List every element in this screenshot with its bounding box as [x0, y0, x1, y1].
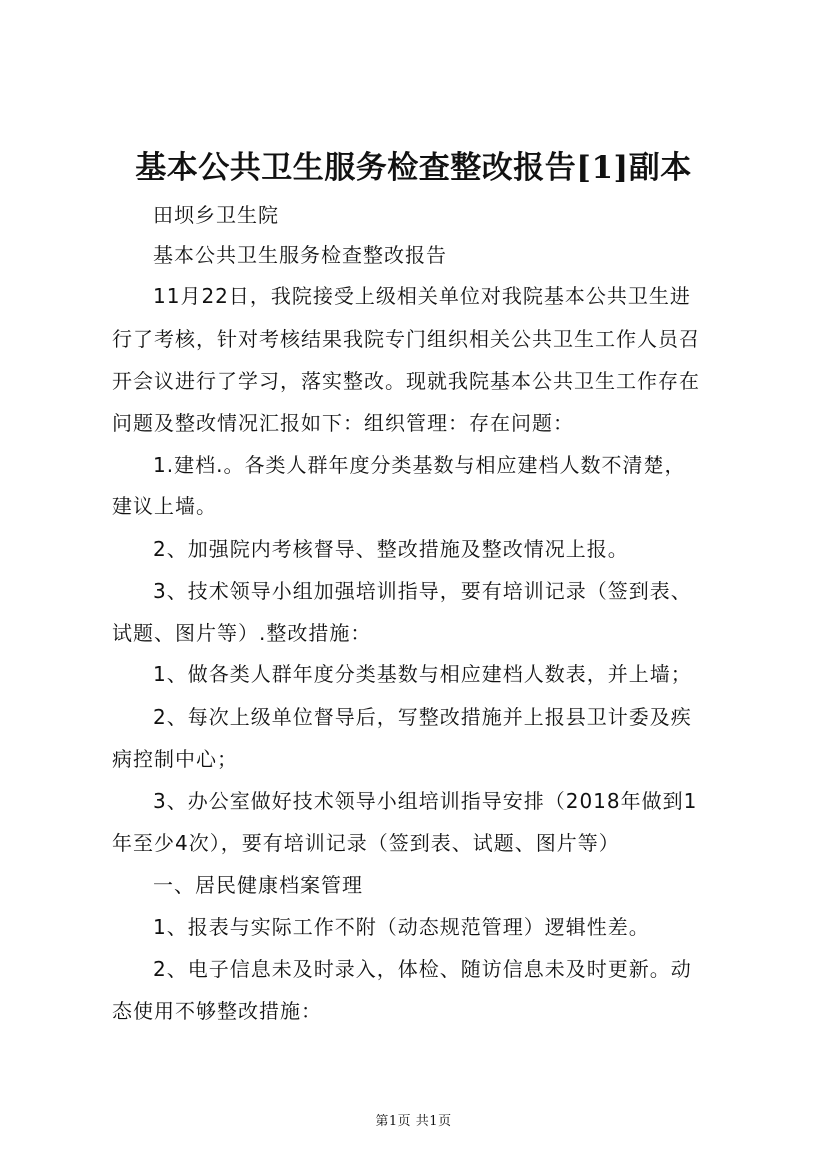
text-line: 3、办公室做好技术领导小组培训指导安排（2018年做到1 — [153, 789, 698, 813]
text-line: 1、报表与实际工作不附（动态规范管理）逻辑性差。 — [153, 915, 650, 939]
text-line: 基本公共卫生服务检查整改报告 — [153, 243, 447, 267]
text-line: 年至少4次），要有培训记录（签到表、试题、图片等） — [112, 831, 620, 855]
text-line: 2、每次上级单位督导后，写整改措施并上报县卫计委及疾 — [153, 705, 692, 729]
text-line: 病控制中心； — [112, 747, 238, 771]
page-footer: 第1页 共1页 — [375, 1114, 452, 1129]
document-title: 基本公共卫生服务检查整改报告[1]副本 — [135, 150, 692, 186]
text-line: 2、电子信息未及时录入，体检、随访信息未及时更新。动 — [153, 957, 692, 981]
text-line: 态使用不够整改措施： — [112, 999, 322, 1023]
text-line: 一、居民健康档案管理 — [153, 873, 363, 897]
text-line: 2、加强院内考核督导、整改措施及整改情况上报。 — [153, 537, 629, 561]
text-line: 1、做各类人群年度分类基数与相应建档人数表，并上墙； — [153, 662, 692, 686]
text-line: 建议上墙。 — [112, 494, 217, 518]
text-line: 问题及整改情况汇报如下：组织管理：存在问题： — [112, 411, 574, 435]
text-line: 田坝乡卫生院 — [153, 203, 279, 227]
text-line: 1.建档.。各类人群年度分类基数与相应建档人数不清楚， — [153, 453, 686, 477]
text-line: 3、技术领导小组加强培训指导，要有培训记录（签到表、 — [153, 579, 692, 603]
text-line: 开会议进行了学习，落实整改。现就我院基本公共卫生工作存在 — [112, 369, 700, 393]
text-line: 行了考核，针对考核结果我院专门组织相关公共卫生工作人员召 — [112, 327, 700, 351]
text-line: 试题、图片等）.整改措施： — [112, 621, 372, 645]
text-line: 11月22日，我院接受上级相关单位对我院基本公共卫生进 — [153, 284, 691, 308]
